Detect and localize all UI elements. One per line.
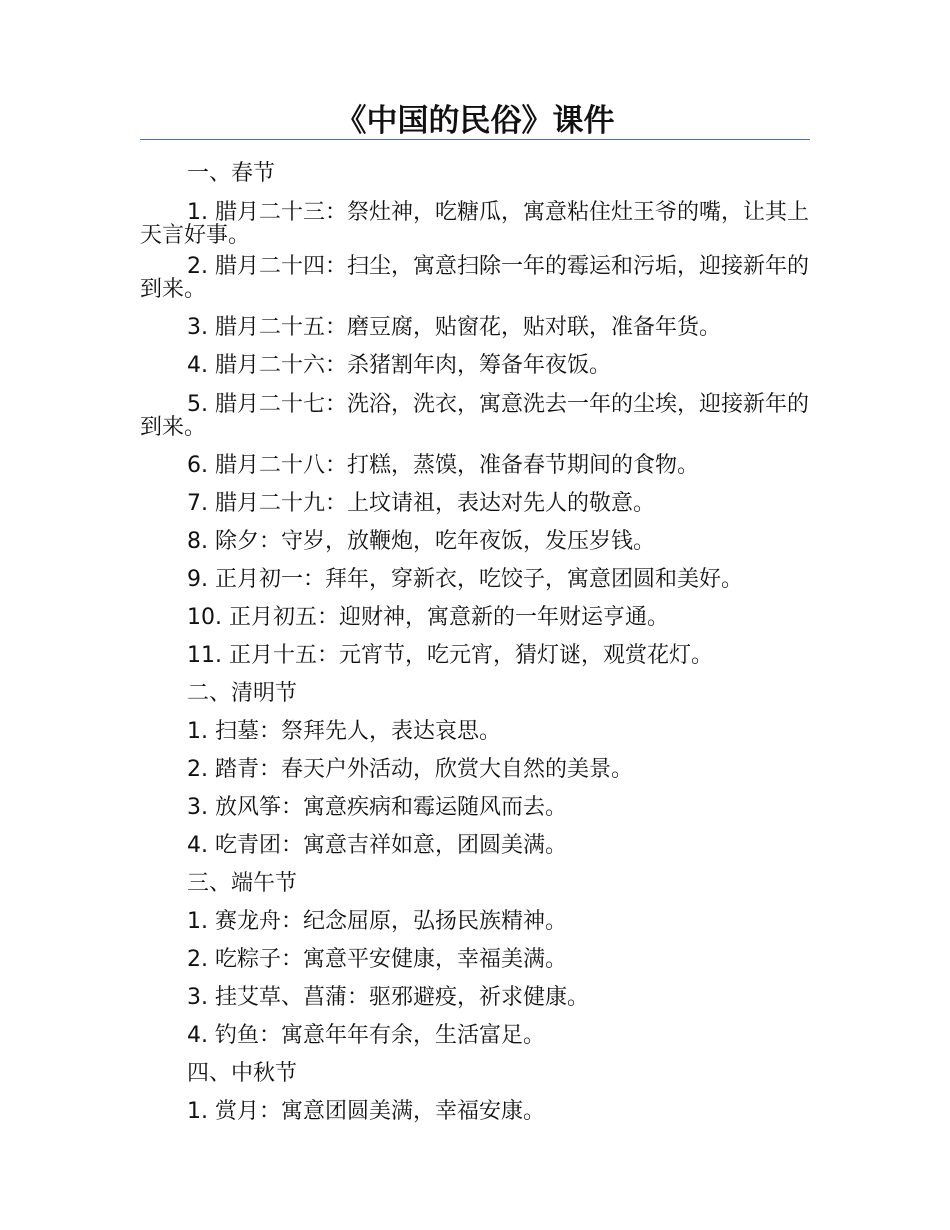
list-item: 1. 腊月二十三：祭灶神，吃糖瓜，寓意粘住灶王爷的嘴，让其上天言好事。	[140, 200, 809, 248]
list-item: 1. 赏月：寓意团圆美满，幸福安康。	[187, 1099, 545, 1124]
section-heading: 三、端午节	[187, 871, 298, 896]
list-item: 6. 腊月二十八：打糕，蒸馍，准备春节期间的食物。	[187, 453, 699, 478]
list-item: 4. 吃青团：寓意吉祥如意，团圆美满。	[187, 833, 567, 858]
list-item: 3. 腊月二十五：磨豆腐，贴窗花，贴对联，准备年货。	[187, 315, 721, 340]
list-item: 10. 正月初五：迎财神，寓意新的一年财运亨通。	[187, 605, 669, 630]
list-item: 4. 钓鱼：寓意年年有余，生活富足。	[187, 1023, 545, 1048]
list-item: 8. 除夕：守岁，放鞭炮，吃年夜饭，发压岁钱。	[187, 529, 655, 554]
section-heading: 一、春节	[187, 161, 276, 186]
list-item: 2. 腊月二十四：扫尘，寓意扫除一年的霉运和污垢，迎接新年的到来。	[140, 254, 809, 302]
list-item: 5. 腊月二十七：洗浴，洗衣，寓意洗去一年的尘埃，迎接新年的到来。	[140, 392, 809, 440]
section-heading: 二、清明节	[187, 681, 298, 706]
list-item: 2. 吃粽子：寓意平安健康，幸福美满。	[187, 947, 567, 972]
list-item: 11. 正月十五：元宵节，吃元宵，猜灯谜，观赏花灯。	[187, 643, 713, 668]
list-item: 1. 扫墓：祭拜先人，表达哀思。	[187, 719, 501, 744]
list-item: 3. 放风筝：寓意疾病和霉运随风而去。	[187, 795, 567, 820]
section-heading: 四、中秋节	[187, 1061, 298, 1086]
list-item: 1. 赛龙舟：纪念屈原，弘扬民族精神。	[187, 909, 567, 934]
list-item: 3. 挂艾草、菖蒲：驱邪避疫，祈求健康。	[187, 985, 589, 1010]
list-item: 7. 腊月二十九：上坟请祖，表达对先人的敬意。	[187, 491, 655, 516]
list-item: 2. 踏青：春天户外活动，欣赏大自然的美景。	[187, 757, 633, 782]
document-body	[140, 155, 810, 1131]
title-underline	[140, 139, 810, 140]
list-item: 9. 正月初一：拜年，穿新衣，吃饺子，寓意团圆和美好。	[187, 567, 743, 592]
document-title: 《中国的民俗》课件	[335, 103, 615, 139]
list-item: 4. 腊月二十六：杀猪割年肉，筹备年夜饭。	[187, 353, 611, 378]
